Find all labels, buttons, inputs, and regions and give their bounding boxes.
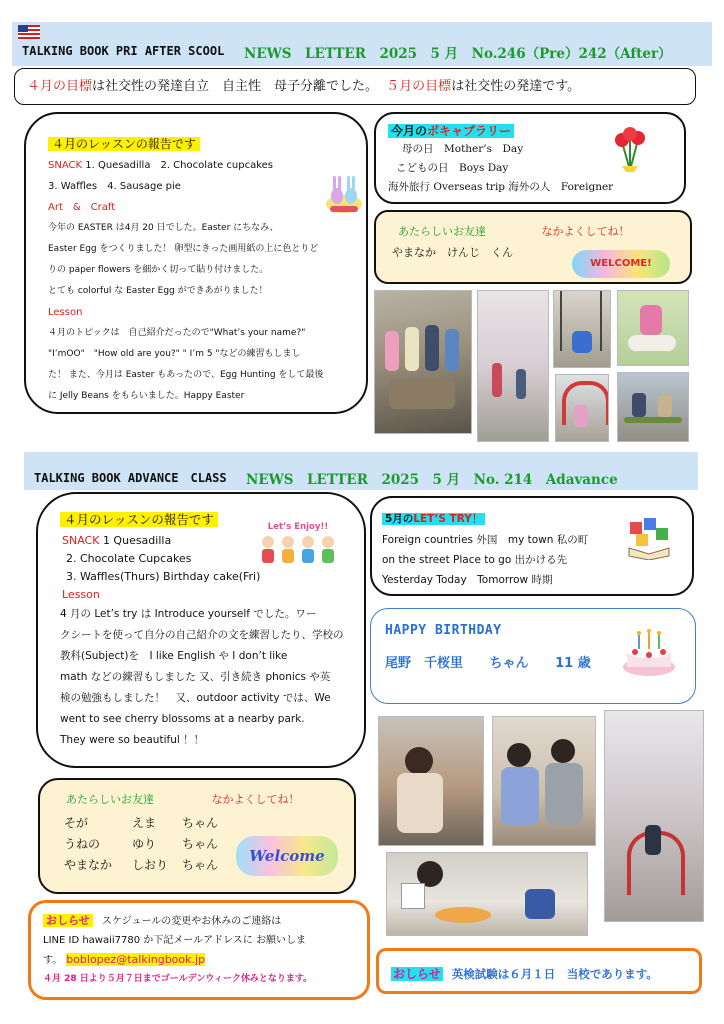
- new-friends-label-2: あたらしいお友達: [66, 793, 154, 806]
- new-friends-box-2: [38, 778, 356, 894]
- carnation-icon: [608, 124, 650, 176]
- exam-notice-label: おしらせ: [393, 967, 441, 981]
- april-goal-label: ４月の目標: [27, 79, 93, 94]
- advance-lesson-line: math などの練習もしました 又、引き続き phonics や英: [60, 671, 331, 683]
- newsletter2-title: TALKING BOOK ADVANCE CLASS: [34, 471, 227, 485]
- friend-given-name: ゆり: [132, 837, 157, 851]
- advance-report-heading: ４月のレッスンの報告です: [60, 512, 218, 527]
- advance-lesson-line: 教科(Subject)を I like English や I don’t like: [60, 650, 288, 662]
- lets-try-line: on the street Place to go 出かける先: [382, 554, 568, 566]
- advance-snack-item: 3. Waffles(Thurs) Birthday cake(Fri): [66, 570, 261, 583]
- lesson-line: ４月のトピックは 自己紹介だったので"What’s your name?": [48, 328, 306, 338]
- april-goal-text: は社交性の発達自立 自主性 母子分離でした。: [92, 79, 379, 94]
- photo-cherry-walk: [477, 290, 549, 442]
- snack-line-1: 1. Quesadilla 2. Chocolate cupcakes: [85, 160, 274, 171]
- friend-honorific: ちゃん: [182, 858, 219, 872]
- lesson-line: た！ また、今月は Easter もあったので、Egg Hunting をして最後: [48, 370, 324, 380]
- advance-lesson-line: 4 月の Let’s try は Introduce yourself でした。ワー: [60, 608, 317, 620]
- abc-book-icon: [626, 516, 672, 560]
- may-goal-text: は社交性の発達です。: [451, 79, 581, 94]
- photo-swing: [553, 290, 611, 368]
- new-friends-label: あたらしいお友達: [398, 225, 486, 238]
- welcome-text: WELCOME!: [590, 258, 652, 269]
- friend-family-name: やまなか: [64, 858, 113, 872]
- lets-enjoy-text: Let’s Enjoy!!: [267, 522, 329, 532]
- new-friends-box-1: [374, 210, 692, 284]
- friend-honorific: ちゃん: [182, 837, 219, 851]
- nakayoku-label: なかよくしてね！: [541, 225, 630, 238]
- notice-line-4: ４月 28 日より５月７日までゴールデンウィーク休みとなります。: [43, 974, 313, 984]
- april-report-box: [24, 112, 368, 414]
- birthday-title: HAPPY BIRTHDAY: [385, 623, 502, 638]
- advance-lesson-line: クシートを使って自分の自己紹介の文を練習したり、学校の: [60, 629, 344, 641]
- newsletter1-banner: [12, 22, 712, 66]
- vocab-line: こどもの日 Boys Day: [396, 162, 509, 174]
- art-line: りの paper flowers を細かく切って貼り付けました。: [48, 265, 269, 275]
- art-line: 今年の EASTER は4月 20 日でした。Easter にちなみ、: [48, 223, 279, 233]
- photo-easter-group: [374, 290, 472, 434]
- welcome-sign-2: [236, 836, 338, 876]
- lets-try-title-a: 5月の: [385, 513, 414, 525]
- advance-lesson-line: 検の勉強もしました！ 又、outdoor activity では、We: [60, 692, 331, 704]
- friend-given-name: えま: [132, 816, 157, 830]
- may-goal-label: ５月の目標: [386, 79, 452, 94]
- art-line: とても colorful な Easter Egg ができあがりました！: [48, 286, 268, 296]
- welcome-sign: [572, 250, 670, 278]
- art-craft-label: Art & Craft: [48, 202, 116, 213]
- report-heading: ４月のレッスンの報告です: [48, 137, 200, 151]
- lesson-line: "I’mOO" "How old are you?" " I’m 5 "などの練習もしまし: [48, 349, 301, 359]
- advance-snack-label: SNACK: [62, 534, 100, 547]
- vocabulary-box: [374, 112, 686, 204]
- newsletter2-issue: NEWS LETTER 2025 5 月 No. 214 Adavance: [246, 472, 618, 488]
- lesson-label: Lesson: [48, 307, 83, 318]
- newsletter1-title: TALKING BOOK PRI AFTER SCOOL: [22, 44, 225, 58]
- friend-row: [64, 812, 232, 833]
- exam-notice-box: [376, 948, 702, 994]
- friend-given-name: しおり: [132, 858, 169, 872]
- vocab-line: 母の日 Mother’s Day: [402, 143, 524, 155]
- advance-lesson-line: went to see cherry blossoms at a nearby park.: [60, 713, 305, 725]
- friend-family-name: そが: [64, 816, 89, 830]
- exam-notice-text: 英検試験は６月１日 当校であります。: [451, 967, 658, 981]
- snack-label: SNACK: [48, 160, 83, 171]
- kids-icon: [256, 532, 340, 568]
- lets-enjoy-illustration: [256, 522, 340, 572]
- notice-line-1: スケジュールの変更やお休みのご連絡は: [101, 916, 282, 927]
- newsletter2-banner: [24, 452, 698, 490]
- lets-try-title-b: LET’S TRY！: [413, 513, 483, 525]
- birthday-cake-icon: [621, 629, 677, 677]
- lets-try-box: [370, 496, 694, 596]
- advance-snack-item: 1 Quesadilla: [102, 534, 172, 547]
- photo-playground-arch: [555, 374, 609, 442]
- birthday-name: 尾野 千桜里: [385, 656, 464, 671]
- vocab-line: 海外旅行 Overseas trip 海外の人 Foreigner: [388, 181, 614, 193]
- notice-box: [28, 900, 370, 1000]
- advance-snack-item: 2. Chocolate Cupcakes: [66, 552, 192, 565]
- notice-label: おしらせ: [43, 914, 93, 927]
- birthday-honorific: ちゃん: [489, 656, 529, 671]
- photo-seesaw: [617, 372, 689, 442]
- friend-row: [64, 854, 232, 875]
- photo-rocking-horse: [617, 290, 689, 366]
- notice-email: boblopez@talkingbook.jp: [66, 953, 206, 966]
- monthly-goals-box: [14, 68, 696, 105]
- advance-lesson-label: Lesson: [62, 588, 100, 601]
- lesson-line: に Jelly Beans をもらいました。Happy Easter: [48, 391, 245, 401]
- vocab-title-b: ボキャブラリー: [427, 124, 512, 138]
- photo-birthday-cake: [386, 852, 588, 936]
- notice-line-2: LINE ID hawaii7780 か下記メールアドレスに お願いしま: [43, 935, 306, 946]
- birthday-box: [370, 608, 696, 704]
- friend-row: [64, 833, 232, 854]
- friend-family-name: うねの: [64, 837, 101, 851]
- photo-girl-flowers: [378, 716, 484, 846]
- art-line: Easter Egg をつくりました！ 卵型にきった画用紙の上に色とりど: [48, 244, 319, 254]
- lets-try-line: Yesterday Today Tomorrow 時期: [382, 574, 553, 586]
- birthday-age: 11 歳: [555, 656, 591, 671]
- welcome-text-2: Welcome: [249, 847, 325, 865]
- notice-line-3: す。: [43, 955, 63, 966]
- easter-bunny-icon: [324, 172, 364, 216]
- snack-line-2: 3. Waffles 4. Sausage pie: [48, 181, 181, 192]
- new-friend-name: やまなか けんじ くん: [392, 246, 513, 259]
- lets-try-line: Foreign countries 外国 my town 私の町: [382, 534, 589, 546]
- vocab-title-a: 今月の: [391, 124, 428, 138]
- photo-two-girls: [492, 716, 596, 846]
- photo-cherry-tree: [604, 710, 704, 922]
- advance-report-box: [36, 492, 366, 768]
- new-friends-table: [64, 812, 232, 875]
- advance-lesson-line: They were so beautiful ！！: [60, 734, 205, 746]
- friend-honorific: ちゃん: [182, 816, 219, 830]
- newsletter1-issue: NEWS LETTER 2025 5 月 No.246（Pre）242（After）: [244, 46, 672, 62]
- nakayoku-label-2: なかよくしてね！: [211, 793, 300, 806]
- us-flag-icon: [18, 25, 40, 39]
